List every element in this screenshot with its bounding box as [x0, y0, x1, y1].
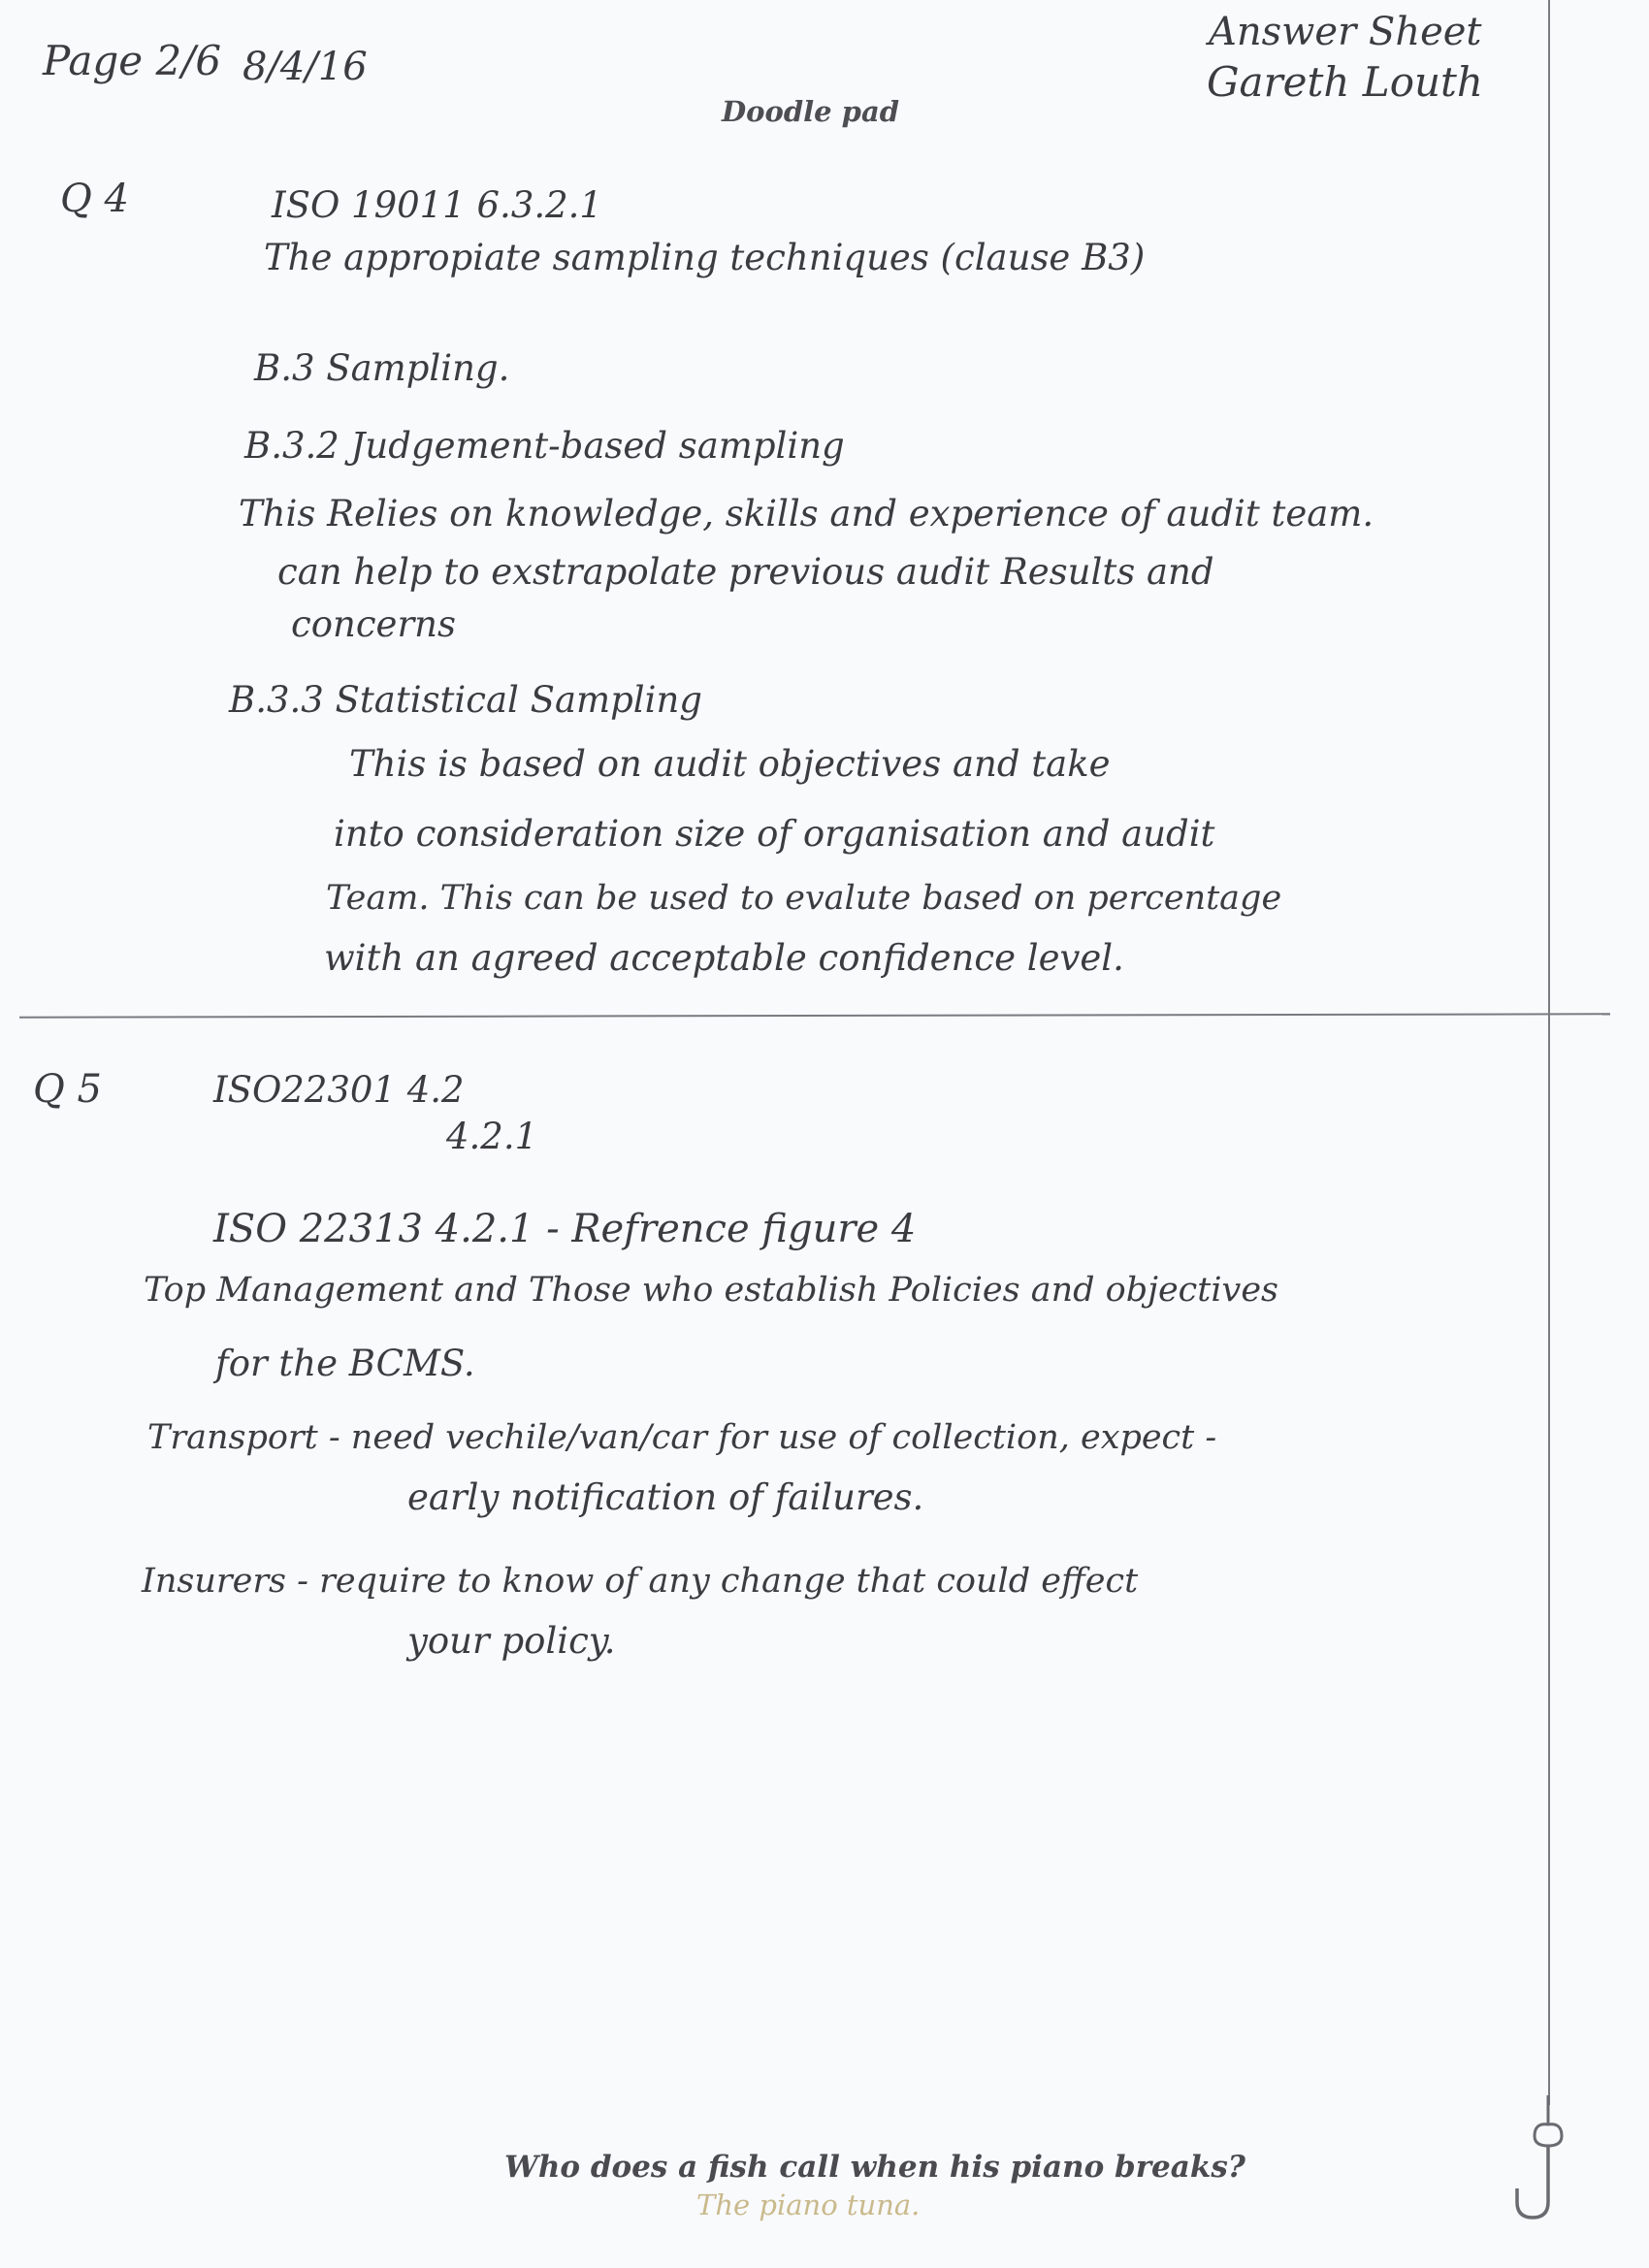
question-4-label: Q 4: [60, 177, 129, 221]
section-divider: [19, 1013, 1610, 1018]
doodle-pad-title: Doodle pad: [722, 95, 900, 128]
q4-b33-line-4: with an agreed acceptable confidence level.: [324, 937, 1124, 979]
q5-reference-1b: 4.2.1: [446, 1116, 538, 1157]
q5-reference-2: ISO 22313 4.2.1 - Refrence figure 4: [213, 1207, 917, 1251]
page-number: Page 2/6: [43, 37, 222, 84]
fish-hook-icon: [1500, 2095, 1577, 2221]
margin-rule: [1548, 0, 1550, 2105]
q4-b32-line-3: concerns: [291, 603, 456, 645]
q4-b33-line-1: This is based on audit objectives and take: [349, 743, 1111, 785]
q5-insurers-line-2: your policy.: [407, 1620, 616, 1662]
q4-reference: ISO 19011 6.3.2.1: [272, 184, 602, 226]
q4-b33-heading: B.3.3 Statistical Sampling: [229, 679, 702, 721]
q5-reference-1: ISO22301 4.2: [213, 1069, 465, 1111]
q4-b32-heading: B.3.2 Judgement-based sampling: [244, 425, 845, 467]
q4-b33-line-3: Team. This can be used to evalute based on percentage: [326, 879, 1282, 918]
footer-punchline: The piano tuna.: [696, 2188, 921, 2221]
q4-b32-line-1: This Relies on knowledge, skills and experience of audit team.: [239, 493, 1374, 535]
q4-b33-line-2: into consideration size of organisation and audit: [334, 813, 1215, 855]
answer-sheet-label: Answer Sheet: [1209, 10, 1482, 54]
footer-joke: Who does a fish call when his piano breaks?: [504, 2150, 1245, 2185]
q5-top-management-line-2: for the BCMS.: [215, 1343, 475, 1384]
author-name: Gareth Louth: [1207, 58, 1483, 106]
q4-b32-line-2: can help to exstrapolate previous audit Results and: [277, 551, 1214, 593]
q5-transport-line-1: Transport - need vechile/van/car for use of collection, expect -: [147, 1418, 1217, 1457]
q4-b3-heading: B.3 Sampling.: [254, 347, 510, 389]
question-5-label: Q 5: [33, 1067, 102, 1112]
q5-insurers-line-1: Insurers - require to know of any change that could effect: [142, 1562, 1139, 1601]
date: 8/4/16: [242, 45, 368, 89]
q5-transport-line-2: early notification of failures.: [407, 1476, 924, 1518]
q4-intro: The appropiate sampling techniques (clause B3): [264, 237, 1146, 278]
q5-top-management-line-1: Top Management and Those who establish Policies and objectives: [144, 1271, 1278, 1310]
